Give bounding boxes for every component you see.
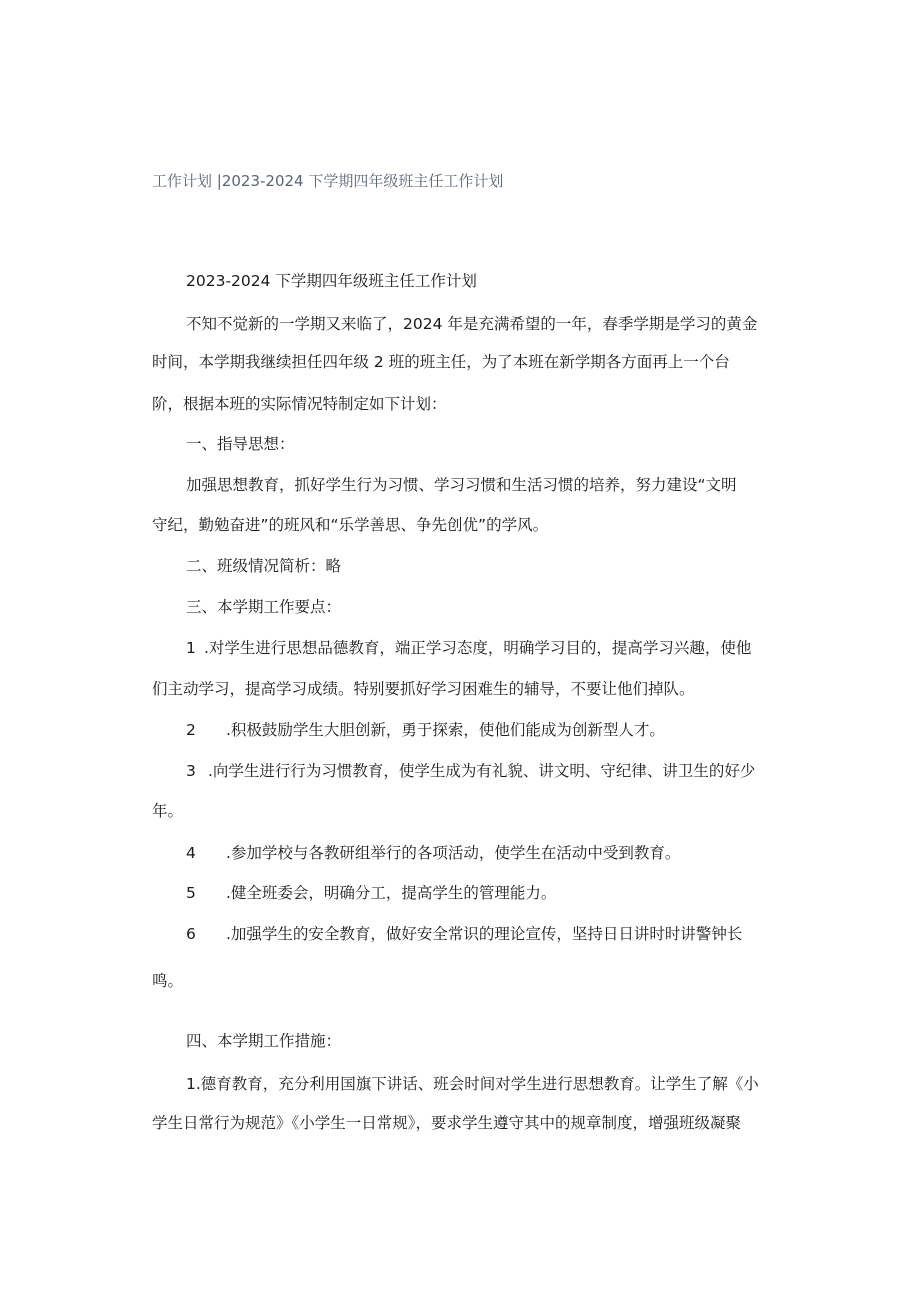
- intro-line-1: 不知不觉新的一学期又来临了，2024 年是充满希望的一年，春季学期是学习的黄金: [186, 315, 758, 333]
- intro-line-2: 时间，本学期我继续担任四年级 2 班的班主任，为了本班在新学期各方面再上一个台: [152, 353, 730, 371]
- section-4-heading: 四、本学期工作措施：: [186, 1032, 342, 1050]
- list-item-text: .加强学生的安全教育，做好安全常识的理论宣传，坚持日日讲时时讲警钟长: [226, 925, 743, 943]
- list-item-text: .向学生进行行为习惯教育，使学生成为有礼貌、讲文明、守纪律、讲卫生的好少: [208, 762, 756, 780]
- list-item-text: .积极鼓励学生大胆创新，勇于探索，使他们能成为创新型人才。: [226, 721, 665, 739]
- list-item-number: 3: [186, 762, 196, 780]
- section-1-line-2: 守纪，勤勉奋进”的班风和“乐学善思、争先创优”的学风。: [152, 516, 549, 534]
- list-item-text: .对学生进行思想品德教育，端正学习态度，明确学习目的，提高学习兴趣，使他: [204, 639, 752, 657]
- section-4-line-2: 学生日常行为规范》《小学生一日常规》，要求学生遵守其中的规章制度，增强班级凝聚: [152, 1114, 742, 1132]
- document-title: 2023-2024 下学期四年级班主任工作计划: [186, 272, 477, 290]
- list-item-text: .参加学校与各教研组举行的各项活动，使学生在活动中受到教育。: [226, 844, 681, 862]
- list-item-text: 鸣。: [152, 972, 184, 990]
- list-item-text: 年。: [152, 802, 184, 820]
- section-1-heading: 一、指导思想：: [186, 435, 295, 453]
- list-item-number: 2: [186, 721, 196, 739]
- list-item-text: .健全班委会，明确分工，提高学生的管理能力。: [226, 884, 557, 902]
- page-header-title: 工作计划 |2023-2024 下学期四年级班主任工作计划: [152, 172, 504, 190]
- intro-line-3: 阶，根据本班的实际情况特制定如下计划：: [152, 395, 447, 413]
- list-item-number: 4: [186, 844, 196, 862]
- list-item-text: 们主动学习，提高学习成绩。特别要抓好学习困难生的辅导，不要让他们掉队。: [152, 680, 695, 698]
- section-1-line-1: 加强思想教育，抓好学生行为习惯、学习习惯和生活习惯的培养，努力建设“文明: [186, 476, 737, 494]
- section-2-heading: 二、班级情况简析：略: [186, 557, 342, 575]
- section-3-heading: 三、本学期工作要点：: [186, 598, 342, 616]
- list-item-number: 1: [186, 639, 196, 657]
- section-4-line-1: 1.德育教育，充分利用国旗下讲话、班会时间对学生进行思想教育。让学生了解《小: [186, 1075, 759, 1093]
- list-item-number: 5: [186, 884, 196, 902]
- list-item-number: 6: [186, 925, 196, 943]
